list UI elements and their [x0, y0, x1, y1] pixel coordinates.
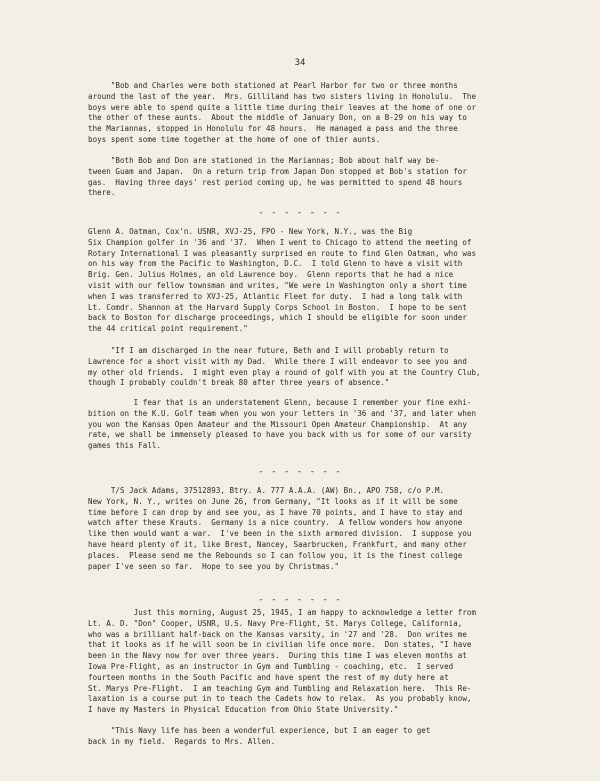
paragraph-glenn-oatman: Glenn A. Oatman, Cox'n. USNR, XVJ-25, FPO - New York, N.Y., was the Big Six Champion golfer in '36 and '37. When I went to Chicago to attend the meeting of Rotary International I was pleasantly surprised en route to find Glen Oatman, who was on his way from the Pacific to Washington, D.C. I told Glenn to have a visit with Brig. Gen. Julius Holmes, an old Lawrence boy. Glenn reports that he had a nice visit with our fellow townsman and writes, "We were in Washington only a short time when I was transferred to XVJ-25, Atlantic Fleet for duty. I had a long talk with Lt. Comdr. Shannon at the Harvard Supply Corps School in Boston. I hope to be sent back to Boston for discharge proceedings, which I should be eligible for soon under the 44 critical point requirement."	[88, 227, 477, 334]
paragraph-bob-don-mariannas: "Both Bob and Don are stationed in the Mariannas; Bob about half way be- tween Guam and Japan. On a return trip from Japan Don stopped at Bob's station for gas. Having three days' rest period coming up, he was permitted to spend 48 hours there.	[88, 156, 467, 198]
paragraph-jack-adams: T/S Jack Adams, 37512893, Btry. A. 777 A.A.A. (AW) Bn., APO 758, c/o P.M. New York, N. Y., writes on June 26, from Germany, "It looks as if it will be some time before I can drop by and see you, as I have 70 points, and I have to stay and watch after these Krauts. Germany is a nice country. A fellow wonders how anyone like then would want a war. I've been in the sixth armored division. I suppose you have heard plenty of it, like Brest, Nancey, Saarbrucken, Frankfurt, and many other places. Please send me the Rebounds so I can follow you, it is the finest college paper I've seen so far. Hope to see you by Christmas."	[88, 486, 472, 571]
section-separator: - - - - - - -	[258, 595, 342, 605]
paragraph-don-cooper: Just this morning, August 25, 1945, I am happy to acknowledge a letter from Lt. A. D. "Don" Cooper, USNR, U.S. Navy Pre-Flight, St. Marys College, California, who was a brilliant half-back on the Kansas varsity, in '27 and '28. Don writes me that it looks as if he will soon be in civilian life once more. Don states, "I have been in the Navy now for over three years. During this time I was eleven months at Iowa Pre-Flight, as an instructor in Gym and Tumbling - coaching, etc. I served fourteen months in the South Pacific and have spent the rest of my duty here at St. Marys Pre-Flight. I am teaching Gym and Tumbling and Relaxation here. This Re- laxation is a course put in to teach the Cadets how to relax. As you probably know, I have my Masters in Physical Education from Ohio State University."	[88, 608, 477, 715]
section-separator: - - - - - - -	[258, 467, 342, 477]
paragraph-oatman-reply: I fear that is an understatement Glenn, because I remember your fine exhi- bition on the K.U. Golf team when you won your letters in '36 and '37, and later when you won the Kansas Open Amateur and the Missouri Open Amateur Championship. At any rate, we shall be immensely pleased to have you back with us for some of our varsity games this Fall.	[88, 398, 477, 451]
paragraph-oatman-discharge: "If I am discharged in the near future, Beth and I will probably return to Lawrence for a short visit with my Dad. While there I will endeavor to see you and my other old friends. I might even play a round of golf with you at the Country Club, though I probably couldn't break 80 after three years of absence."	[88, 346, 481, 388]
paragraph-cooper-closing: "This Navy life has been a wonderful experience, but I am eager to get back in my field. Regards to Mrs. Allen.	[88, 726, 431, 746]
paragraph-bob-charles: "Bob and Charles were both stationed at Pearl Harbor for two or three months around the last of the year. Mrs. Gilliland has two sisters living in Honolulu. The boys were able to spend quite a little time during their leaves at the home of one or the other of these aunts. About the middle of January Don, on a B-29 on his way to the Mariannas, stopped in Honolulu for 48 hours. He managed a pass and the three boys spent some time together at the home of one of thier aunts.	[88, 81, 477, 144]
section-separator: - - - - - - -	[258, 208, 342, 218]
page-number: 34	[294, 58, 306, 68]
